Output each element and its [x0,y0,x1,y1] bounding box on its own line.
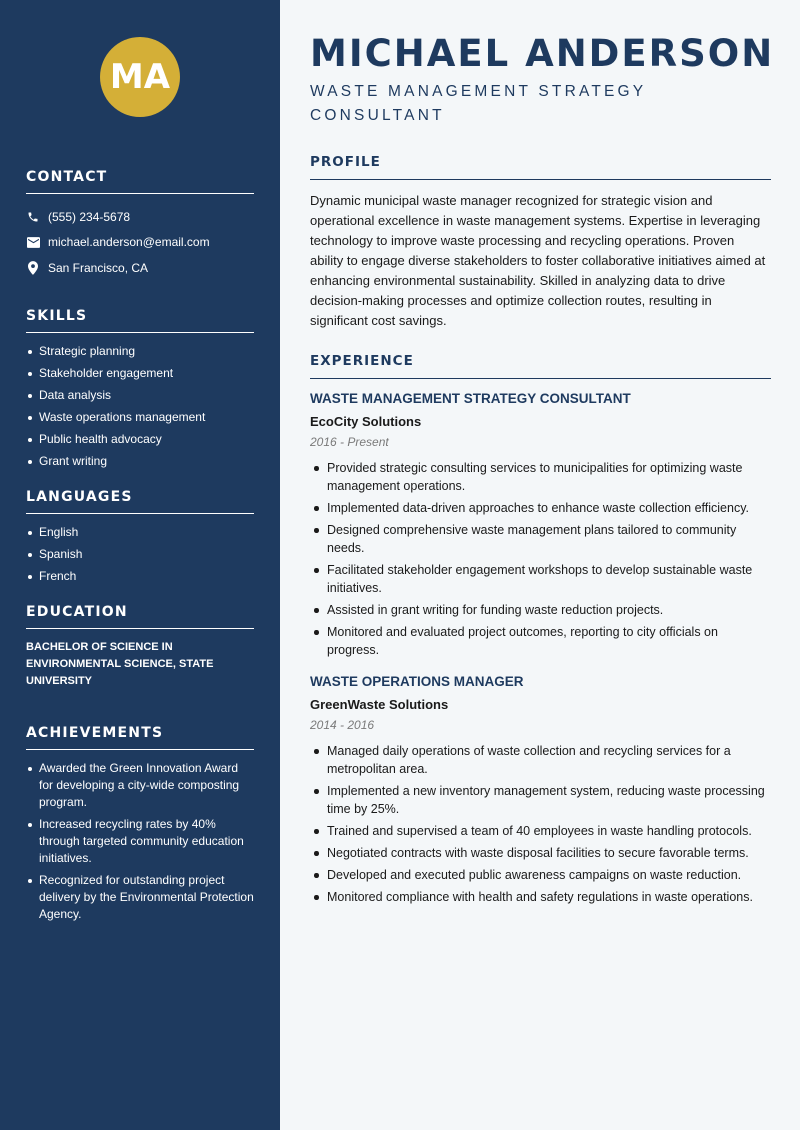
main-content [310,0,775,910]
job-bullet: Monitored and evaluated project outcomes, reporting to city officials on progress. [310,623,771,659]
email-icon [26,235,40,249]
job-company: GreenWaste Solutions [310,697,449,712]
job-bullet: Implemented data-driven approaches to enhance waste collection efficiency. [310,499,771,517]
profile-text: Dynamic municipal waste manager recognized for strategic vision and operational excellence in waste management systems. Expertise in leveraging technology to improve waste processing and recycling operations. Proven ability to engage diverse stakeholders to foster collaborative initiatives aimed at enhancing environmental sustainability. Skilled in analyzing data to drive decision-making processes and optimize collection routes, resulting in significant cost savings. [310,193,766,328]
avatar: MA [100,37,180,117]
job-bullets [310,742,771,906]
achievement-item: Increased recycling rates by 40% through targeted community education initiatives. [26,816,254,867]
job-bullet: Assisted in grant writing for funding waste reduction projects. [310,601,771,619]
achievement-item: Awarded the Green Innovation Award for developing a city-wide composting program. [26,760,254,811]
job-bullet: Provided strategic consulting services to municipalities for optimizing waste management operations. [310,459,771,495]
skill-item: Grant writing [26,453,254,470]
job-bullet: Designed comprehensive waste management plans tailored to community needs. [310,521,771,557]
achievements-list [26,760,254,923]
contact-email-text[interactable]: michael.anderson@email.com [48,235,210,250]
achievements-heading: ACHIEVEMENTS [26,725,254,750]
language-item: French [26,568,254,585]
profile-section [310,154,771,331]
language-item: Spanish [26,546,254,563]
contact-email [26,230,254,256]
phone-icon [26,210,40,224]
skills-list [26,343,254,470]
job-title: WASTE MANAGEMENT STRATEGY CONSULTANT [310,391,631,406]
skill-item: Data analysis [26,387,254,404]
achievement-item: Recognized for outstanding project delivery by the Environmental Protection Agency. [26,872,254,923]
contact-phone [26,204,254,230]
job-dates: 2014 - 2016 [310,718,375,732]
education-degree: BACHELOR OF SCIENCE IN ENVIRONMENTAL SCIENCE, STATE UNIVERSITY [26,640,214,687]
job-entry [310,673,771,906]
experience-section [310,353,771,906]
job-bullet: Monitored compliance with health and safety regulations in waste operations. [310,888,771,906]
languages-heading: LANGUAGES [26,489,254,514]
contact-location [26,255,254,281]
job-bullet: Trained and supervised a team of 40 employees in waste handling protocols. [310,822,771,840]
contact-location-text: San Francisco, CA [48,260,149,275]
contact-heading: CONTACT [26,169,254,194]
contact-phone-text[interactable]: (555) 234-5678 [48,209,131,224]
candidate-role: WASTE MANAGEMENT STRATEGY CONSULTANT [310,83,647,124]
candidate-name: MICHAEL ANDERSON [310,32,775,75]
skill-item: Public health advocacy [26,431,254,448]
job-bullet: Facilitated stakeholder engagement workshops to develop sustainable waste initiatives. [310,561,771,597]
education-heading: EDUCATION [26,604,254,629]
job-bullet: Developed and executed public awareness campaigns on waste reduction. [310,866,771,884]
education-section [26,604,254,690]
skills-section [26,308,254,470]
experience-heading: EXPERIENCE [310,353,771,379]
job-company: EcoCity Solutions [310,414,422,429]
job-bullet: Implemented a new inventory management system, reducing waste processing time by 25%. [310,782,771,818]
location-icon [26,261,40,275]
job-bullet: Negotiated contracts with waste disposal facilities to secure favorable terms. [310,844,771,862]
languages-section [26,489,254,585]
skill-item: Waste operations management [26,409,254,426]
contact-section [26,169,254,281]
language-item: English [26,524,254,541]
skill-item: Stakeholder engagement [26,365,254,382]
job-bullets [310,459,771,659]
profile-heading: PROFILE [310,154,771,180]
achievements-section [26,725,254,923]
job-title: WASTE OPERATIONS MANAGER [310,674,524,689]
languages-list [26,524,254,585]
skills-heading: SKILLS [26,308,254,333]
skill-item: Strategic planning [26,343,254,360]
job-entry [310,390,771,659]
job-bullet: Managed daily operations of waste collection and recycling services for a metropolitan area. [310,742,771,778]
job-dates: 2016 - Present [310,435,389,449]
sidebar [0,0,280,1130]
